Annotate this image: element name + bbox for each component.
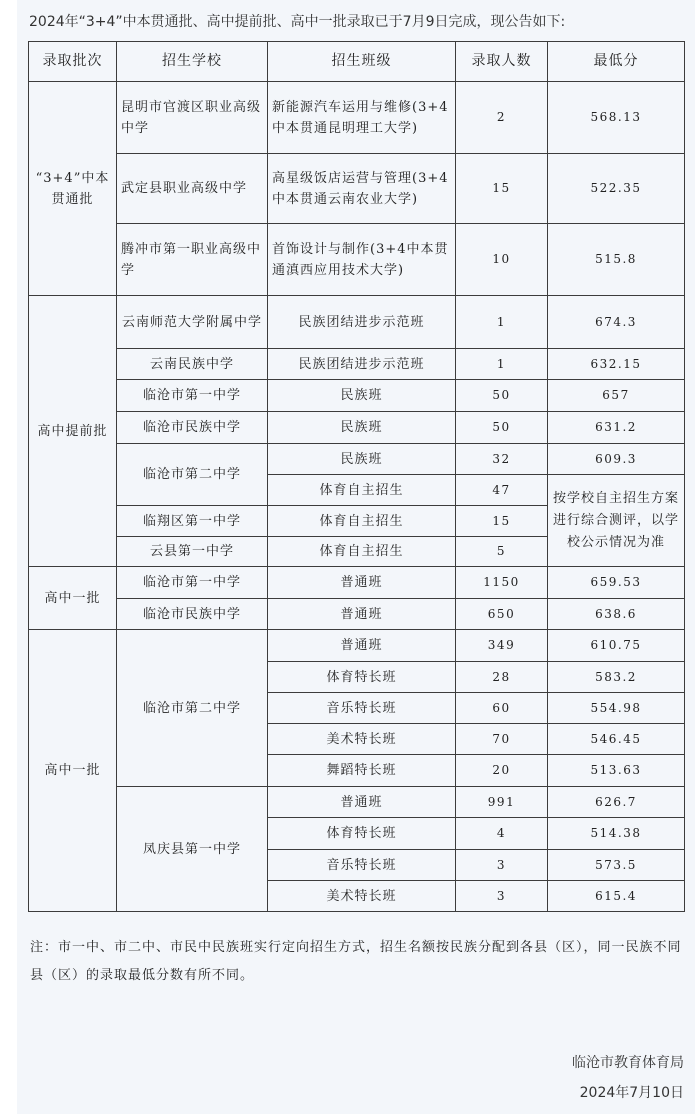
school-cell: 临沧市民族中学 [117,412,268,444]
score-cell: 626.7 [548,787,685,818]
merged-score-cell: 按学校自主招生方案进行综合测评，以学校公示情况为准 [548,475,685,567]
class-cell: 民族班 [268,444,456,475]
batch-cell: 高中一批 [29,567,117,630]
school-cell: 昆明市官渡区职业高级中学 [117,82,268,154]
batch-cell: 高中提前批 [29,296,117,567]
class-cell: 美术特长班 [268,724,456,755]
class-cell: 民族团结进步示范班 [268,296,456,349]
class-cell: 普通班 [268,630,456,662]
score-cell: 583.2 [548,662,685,693]
table-row [29,444,685,475]
score-cell: 522.35 [548,154,685,224]
score-cell: 609.3 [548,444,685,475]
school-cell: 云南师范大学附属中学 [117,296,268,349]
count-cell: 2 [456,82,548,154]
signature-org: 临沧市教育体育局 [572,1055,684,1071]
footnote: 注：市一中、市二中、市民中民族班实行定向招生方式，招生名额按民族分配到各县（区），同一民族不同县（区）的录取最低分数有所不同。 [30,940,682,983]
count-cell: 28 [456,662,548,693]
count-cell: 32 [456,444,548,475]
school-cell: 云县第一中学 [117,537,268,567]
class-cell: 普通班 [268,787,456,818]
school-cell: 临沧市民族中学 [117,599,268,630]
table-row [29,154,685,224]
score-cell: 554.98 [548,693,685,724]
score-cell: 610.75 [548,630,685,662]
count-cell: 50 [456,412,548,444]
class-cell: 舞蹈特长班 [268,755,456,787]
count-cell: 1 [456,349,548,380]
table-row [29,412,685,444]
school-cell: 凤庆县第一中学 [117,787,268,912]
count-cell: 15 [456,154,548,224]
table-row [29,630,685,662]
school-cell: 临沧市第一中学 [117,567,268,599]
admission-table [28,41,685,912]
table-row [29,599,685,630]
count-cell: 4 [456,818,548,850]
table-row [29,82,685,154]
score-cell: 631.2 [548,412,685,444]
batch-cell: “3+4”中本贯通批 [29,82,117,296]
score-cell: 674.3 [548,296,685,349]
school-cell: 临翔区第一中学 [117,506,268,537]
count-cell: 20 [456,755,548,787]
class-cell: 音乐特长班 [268,693,456,724]
score-cell: 632.15 [548,349,685,380]
class-cell: 首饰设计与制作(3+4中本贯通滇西应用技术大学) [268,224,456,296]
table-row [29,787,685,818]
count-cell: 50 [456,380,548,412]
class-cell: 民族班 [268,380,456,412]
count-cell: 650 [456,599,548,630]
score-cell: 657 [548,380,685,412]
score-cell: 659.53 [548,567,685,599]
count-cell: 60 [456,693,548,724]
intro-text: 2024年“3+4”中本贯通批、高中提前批、高中一批录取已于7月9日完成，现公告如下: [29,14,566,30]
header-min-score: 最低分 [548,42,685,82]
score-cell: 573.5 [548,850,685,881]
table-row [29,224,685,296]
table-header-row [29,42,685,82]
header-class: 招生班级 [268,42,456,82]
count-cell: 3 [456,881,548,912]
school-cell: 临沧市第二中学 [117,630,268,787]
count-cell: 1 [456,296,548,349]
school-cell: 临沧市第二中学 [117,444,268,506]
count-cell: 10 [456,224,548,296]
score-cell: 515.8 [548,224,685,296]
class-cell: 民族团结进步示范班 [268,349,456,380]
class-cell: 体育特长班 [268,818,456,850]
count-cell: 15 [456,506,548,537]
count-cell: 991 [456,787,548,818]
score-cell: 568.13 [548,82,685,154]
header-school: 招生学校 [117,42,268,82]
school-cell: 云南民族中学 [117,349,268,380]
class-cell: 美术特长班 [268,881,456,912]
batch-cell: 高中一批 [29,630,117,912]
count-cell: 5 [456,537,548,567]
count-cell: 3 [456,850,548,881]
table-row [29,296,685,349]
school-cell: 腾冲市第一职业高级中学 [117,224,268,296]
class-cell: 体育特长班 [268,662,456,693]
class-cell: 体育自主招生 [268,506,456,537]
score-cell: 514.38 [548,818,685,850]
header-count: 录取人数 [456,42,548,82]
class-cell: 音乐特长班 [268,850,456,881]
signature-date: 2024年7月10日 [579,1085,684,1101]
header-batch: 录取批次 [29,42,117,82]
score-cell: 615.4 [548,881,685,912]
count-cell: 349 [456,630,548,662]
count-cell: 47 [456,475,548,506]
table-row [29,349,685,380]
table-row [29,380,685,412]
class-cell: 民族班 [268,412,456,444]
count-cell: 1150 [456,567,548,599]
class-cell: 高星级饭店运营与管理(3+4中本贯通云南农业大学) [268,154,456,224]
score-cell: 546.45 [548,724,685,755]
count-cell: 70 [456,724,548,755]
table-row [29,567,685,599]
score-cell: 638.6 [548,599,685,630]
school-cell: 武定县职业高级中学 [117,154,268,224]
class-cell: 新能源汽车运用与维修(3+4中本贯通昆明理工大学) [268,82,456,154]
class-cell: 普通班 [268,567,456,599]
score-cell: 513.63 [548,755,685,787]
class-cell: 普通班 [268,599,456,630]
school-cell: 临沧市第一中学 [117,380,268,412]
class-cell: 体育自主招生 [268,475,456,506]
class-cell: 体育自主招生 [268,537,456,567]
